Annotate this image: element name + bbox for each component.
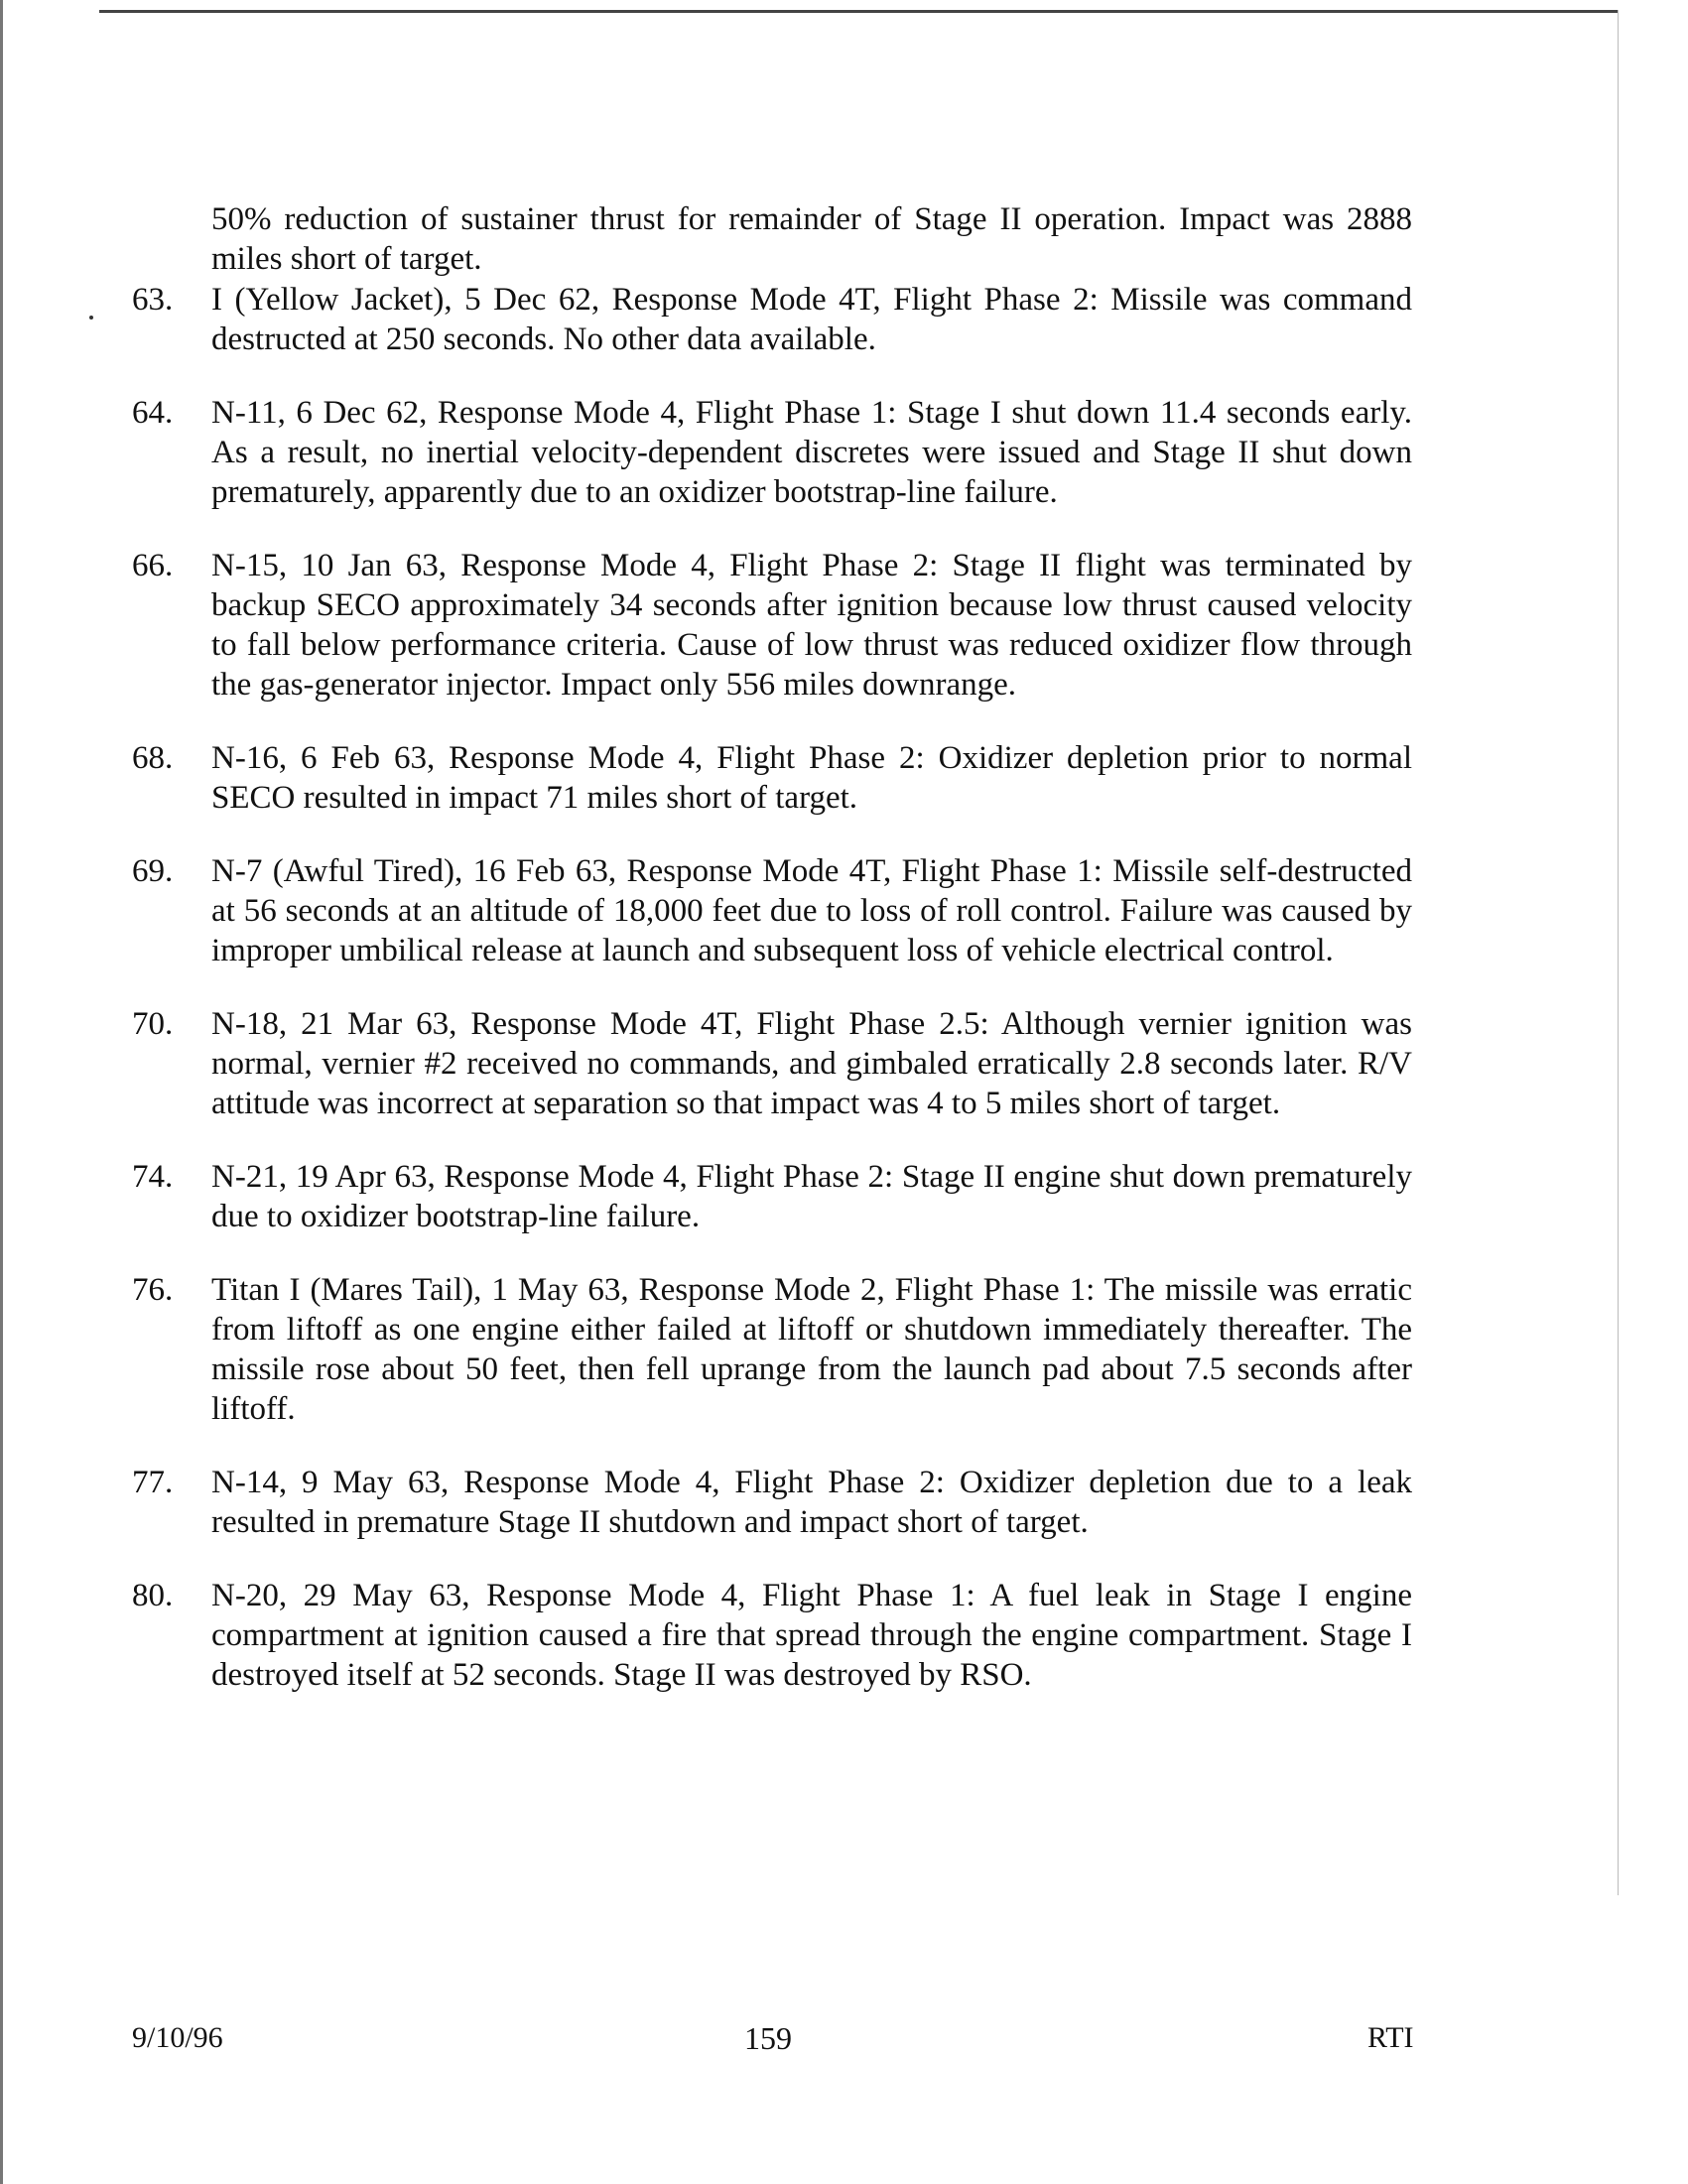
entry-text: N-15, 10 Jan 63, Response Mode 4, Flight Phase 2: Stage II flight was terminated by backup SECO approximately 34 seconds after ignition because low thrust caused velocity to fall below performance criteria. Cause of low thrust was reduced oxidizer flow through the gas-generator injector. Impact only 556 miles downrange.	[211, 548, 1412, 703]
entry-text: Titan I (Mares Tail), 1 May 63, Response Mode 2, Flight Phase 1: The missile was erratic from liftoff as one engine either failed at liftoff or shutdown immediately thereafter. The missile rose about 50 feet, then fell uprange from the launch pad about 7.5 seconds after liftoff.	[211, 1272, 1412, 1427]
entry-number: 64.	[132, 395, 174, 431]
scan-speck	[89, 316, 93, 320]
page-number: 159	[744, 2020, 792, 2056]
entry-text: N-18, 21 Mar 63, Response Mode 4T, Flight Phase 2.5: Although vernier ignition was normal, vernier #2 received no commands, and gimbaled erratically 2.8 seconds later. R/V attitude was incorrect at separation so that impact was 4 to 5 miles short of target.	[211, 1006, 1412, 1121]
entry-number: 69.	[132, 853, 174, 889]
scan-border-left	[0, 0, 3, 2184]
list-item	[132, 280, 1412, 359]
entry-number: 77.	[132, 1465, 174, 1500]
entry-number: 80.	[132, 1578, 174, 1613]
entry-text: I (Yellow Jacket), 5 Dec 62, Response Mode 4T, Flight Phase 2: Missile was command destructed at 250 seconds. No other data available.	[211, 282, 1412, 357]
footer-date: 9/10/96	[132, 2021, 223, 2054]
entry-text: N-14, 9 May 63, Response Mode 4, Flight Phase 2: Oxidizer depletion due to a leak resulted in premature Stage II shutdown and impact short of target.	[211, 1465, 1412, 1540]
list-item	[132, 1004, 1412, 1123]
entry-text: N-21, 19 Apr 63, Response Mode 4, Flight Phase 2: Stage II engine shut down prematurely due to oxidizer bootstrap-line failure.	[211, 1159, 1412, 1234]
entry-text: N-16, 6 Feb 63, Response Mode 4, Flight Phase 2: Oxidizer depletion prior to normal SECO resulted in impact 71 miles short of target.	[211, 740, 1412, 816]
failure-entries-list	[132, 280, 1412, 1729]
list-item	[132, 1463, 1412, 1542]
continued-paragraph: 50% reduction of sustainer thrust for remainder of Stage II operation. Impact was 2888 miles short of target.	[211, 201, 1412, 277]
list-item	[132, 1576, 1412, 1695]
list-item	[132, 1157, 1412, 1236]
list-item	[132, 393, 1412, 512]
entry-number: 70.	[132, 1006, 174, 1042]
scan-border-right	[1618, 10, 1619, 1895]
scan-border-top	[99, 10, 1618, 13]
footer-organization: RTI	[1367, 2021, 1414, 2054]
entry-text: N-20, 29 May 63, Response Mode 4, Flight Phase 1: A fuel leak in Stage I engine compartment at ignition caused a fire that spread through the engine compartment. Stage I destroyed itself at 52 seconds. Stage II was destroyed by RSO.	[211, 1578, 1412, 1693]
list-item	[132, 851, 1412, 970]
entry-text: N-7 (Awful Tired), 16 Feb 63, Response Mode 4T, Flight Phase 1: Missile self-destructed at 56 seconds at an altitude of 18,000 feet due to loss of roll control. Failure was caused by improper umbilical release at launch and subsequent loss of vehicle electrical control.	[211, 853, 1412, 968]
entry-number: 66.	[132, 548, 174, 583]
list-item	[132, 738, 1412, 818]
list-item	[132, 546, 1412, 705]
entry-text: N-11, 6 Dec 62, Response Mode 4, Flight Phase 1: Stage I shut down 11.4 seconds early. As a result, no inertial velocity-dependent discretes were issued and Stage II shut down prematurely, apparently due to an oxidizer bootstrap-line failure.	[211, 395, 1412, 510]
entry-number: 74.	[132, 1159, 174, 1195]
entry-number: 63.	[132, 282, 174, 318]
entry-number: 76.	[132, 1272, 174, 1308]
list-item	[132, 1270, 1412, 1429]
entry-number: 68.	[132, 740, 174, 776]
